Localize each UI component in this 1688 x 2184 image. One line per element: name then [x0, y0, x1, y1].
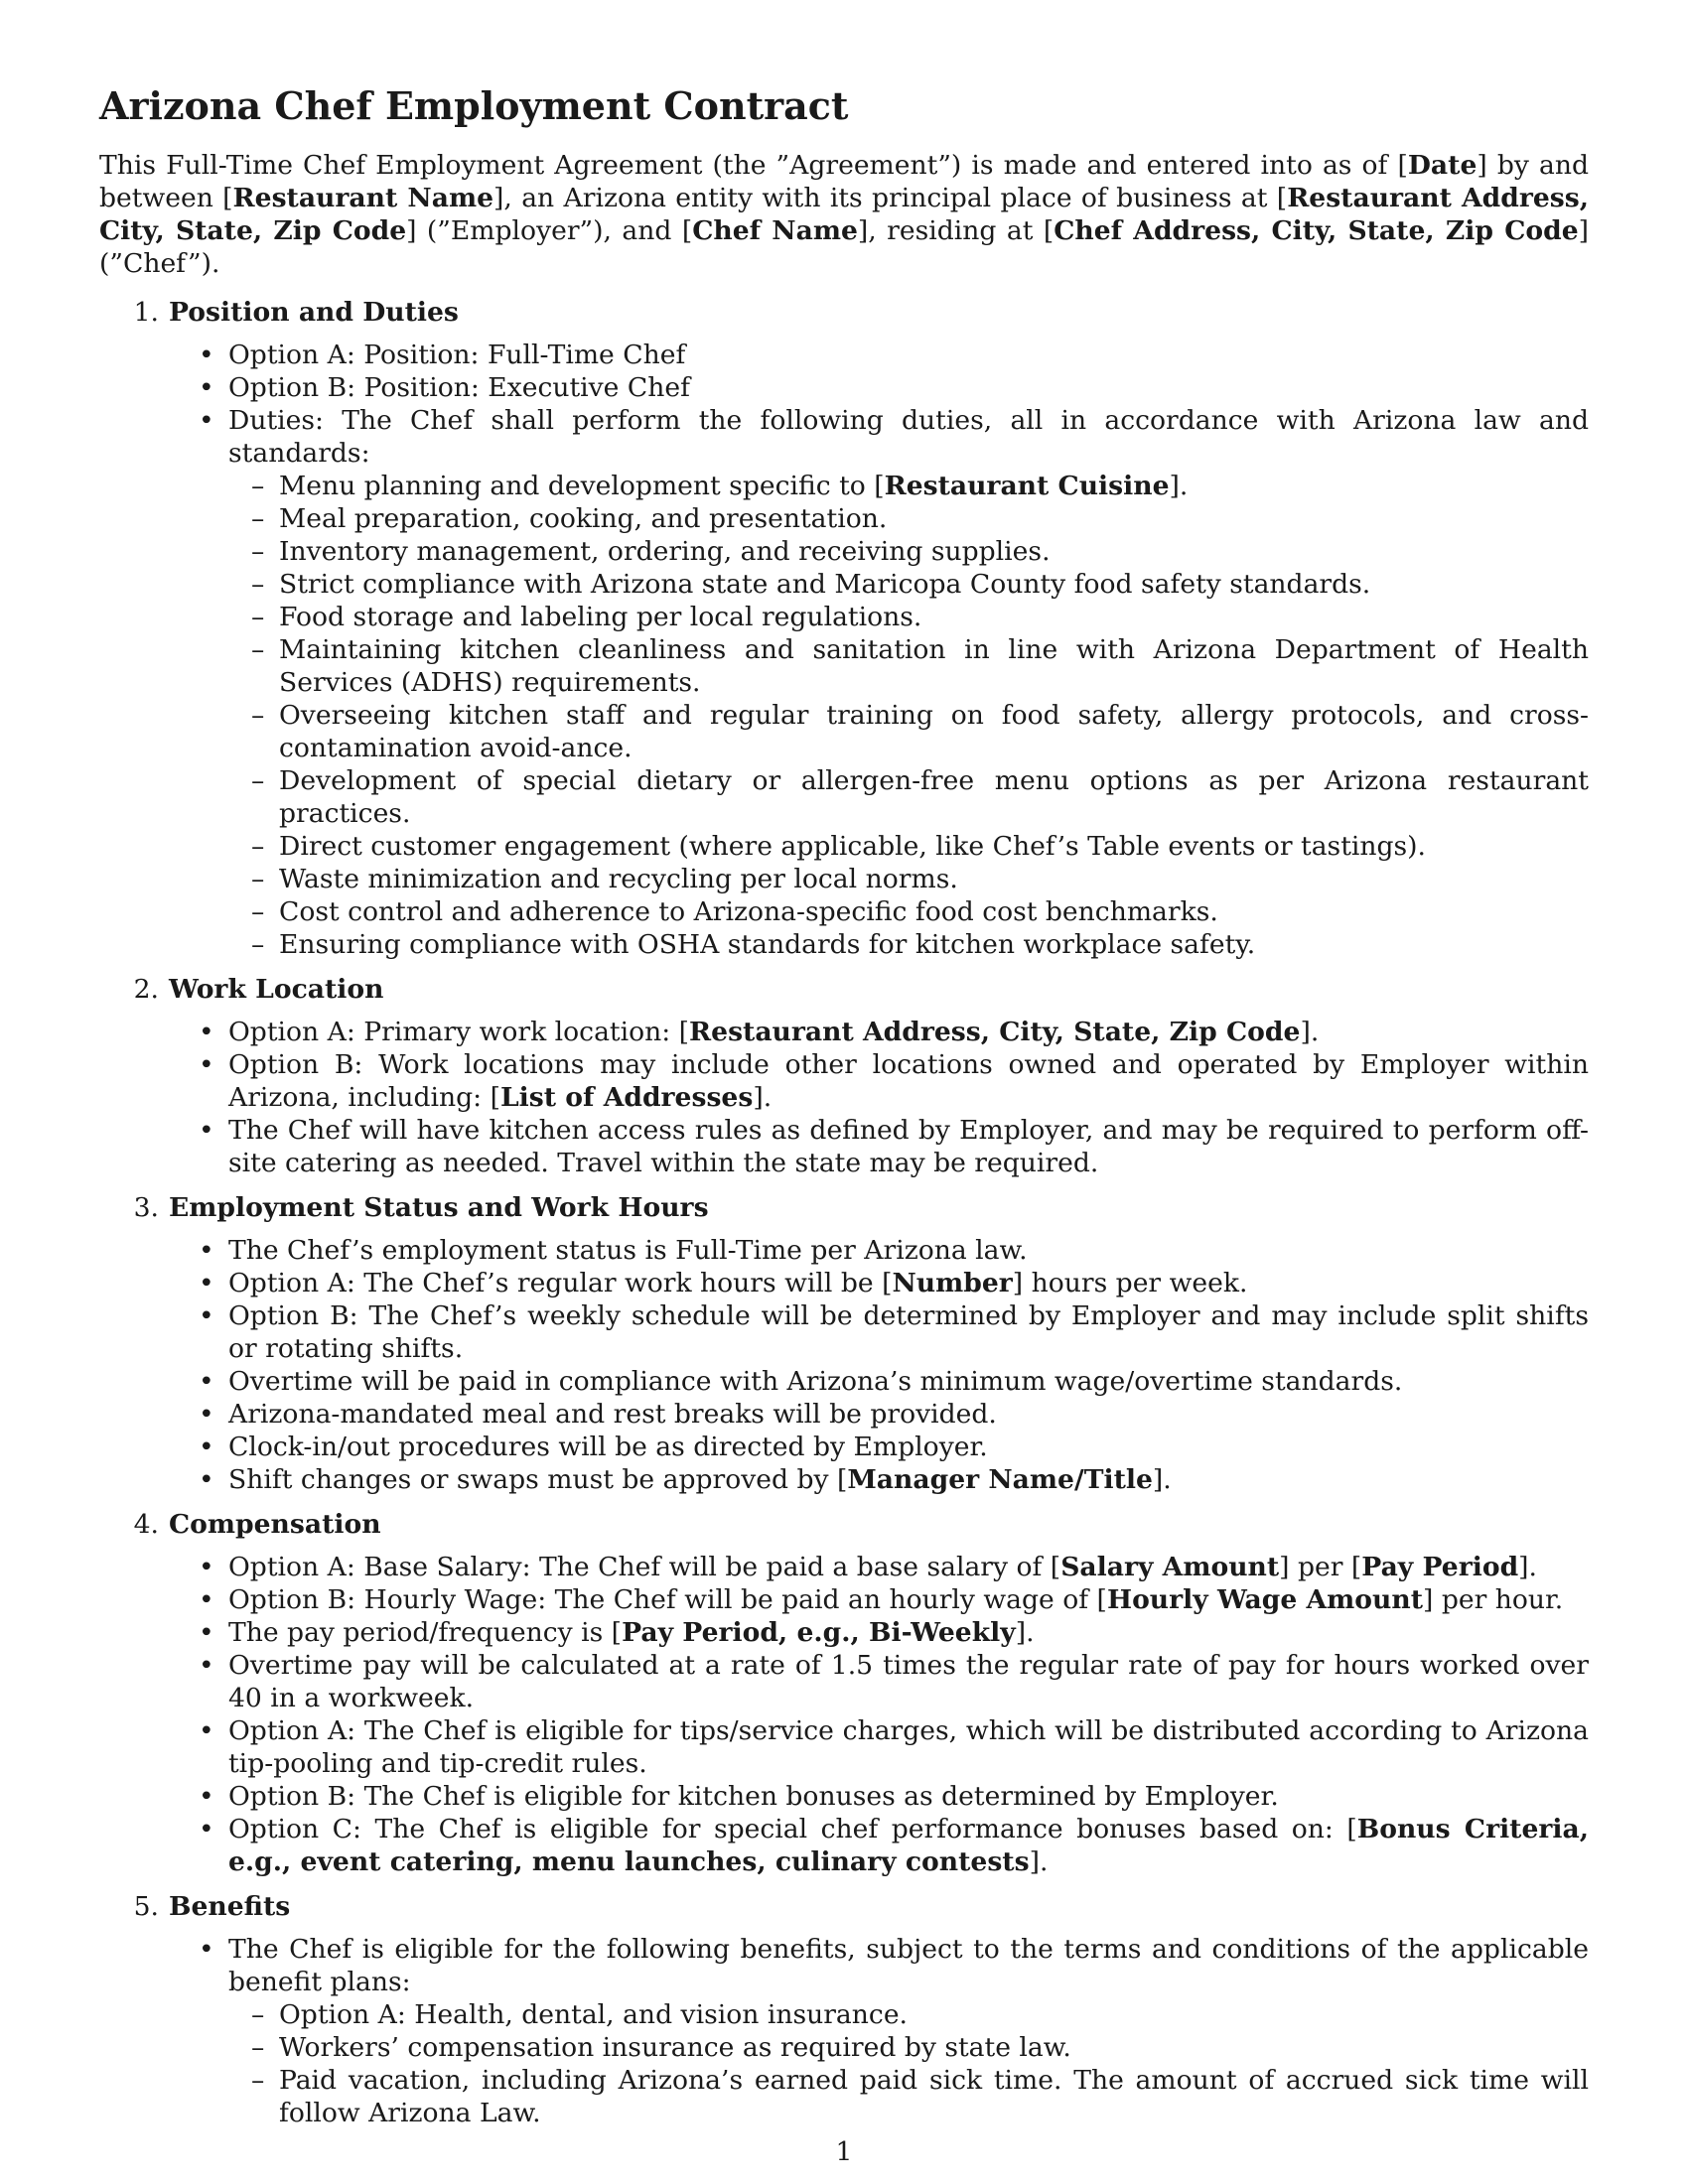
intro-paragraph [99, 149, 1589, 280]
bullet-item [228, 404, 1589, 961]
bullet-item [228, 1551, 1589, 1583]
document-title: Arizona Chef Employment Contract [99, 83, 849, 128]
text-run: Waste minimization and recycling per local norms. [279, 864, 958, 894]
placeholder-field: Pay Period, e.g., Bi-Weekly [622, 1617, 1016, 1648]
sub-item [279, 633, 1589, 699]
sub-item [279, 699, 1589, 764]
placeholder-field: Hourly Wage Amount [1106, 1584, 1423, 1615]
section-title: Work Location [169, 974, 384, 1005]
bullet-item [228, 1780, 1589, 1813]
text-run: Option A: The Chef is eligible for tips/service charges, which will be distributed according to Arizona tip-pooling and tip-credit rules. [228, 1715, 1589, 1779]
bullet-item [228, 1813, 1589, 1878]
bullet-item [228, 1398, 1589, 1431]
text-run: ]. [1029, 1846, 1049, 1877]
sub-item [279, 2064, 1589, 2129]
bullet-item [228, 1933, 1589, 2129]
section-heading [99, 1191, 1589, 1224]
section [99, 973, 1589, 1179]
bullet-item [228, 1616, 1589, 1649]
section-number: 2. [133, 974, 159, 1005]
placeholder-field: Restaurant Name [232, 183, 494, 213]
text-run: Strict compliance with Arizona state and Maricopa County food safety standards. [279, 569, 1371, 600]
text-run: Option B: The Chef is eligible for kitchen bonuses as determined by Employer. [228, 1781, 1279, 1812]
text-run: Maintaining kitchen cleanliness and sanitation in line with Arizona Department of Health Services (ADHS) requirements. [279, 634, 1589, 698]
text-run: ]. [753, 1082, 773, 1113]
text-run: Option B: The Chef’s weekly schedule will be determined by Employer and may include split shifts or rotating shifts. [228, 1300, 1589, 1364]
section-heading [99, 973, 1589, 1006]
text-run: ] per hour. [1422, 1584, 1564, 1615]
section-title: Position and Duties [169, 297, 459, 328]
bullet-item [228, 1048, 1589, 1114]
text-run: Overtime will be paid in compliance with Arizona’s minimum wage/overtime standards. [228, 1366, 1403, 1397]
bullet-list [99, 1551, 1589, 1878]
text-run: Menu planning and development specific to [ [279, 471, 885, 501]
text-run: The Chef is eligible for the following benefits, subject to the terms and conditions of the applicable benefit plans: [228, 1934, 1589, 1997]
placeholder-field: Restaurant Cuisine [884, 471, 1170, 501]
text-run: ]. [1169, 471, 1189, 501]
text-run: Option A: Primary work location: [ [228, 1017, 690, 1047]
sub-item [279, 895, 1589, 928]
sub-item [279, 830, 1589, 863]
placeholder-field: Chef Address, City, State, Zip Code [1054, 215, 1579, 246]
bullet-item [228, 1714, 1589, 1780]
bullet-item [228, 1016, 1589, 1048]
text-run: Option C: The Chef is eligible for special chef performance bonuses based on: [ [228, 1814, 1357, 1844]
text-run: ]. [1518, 1552, 1538, 1582]
sub-list [228, 1998, 1589, 2129]
placeholder-field: Salary Amount [1060, 1552, 1280, 1582]
sub-list [228, 470, 1589, 961]
bullet-item [228, 1583, 1589, 1616]
text-run: ] per [ [1279, 1552, 1362, 1582]
placeholder-field: Restaurant Address, City, State, Zip Code [99, 183, 1590, 246]
sub-item [279, 1998, 1589, 2031]
text-run: The pay period/frequency is [ [228, 1617, 623, 1648]
section-number: 3. [133, 1192, 159, 1223]
bullet-list [99, 1933, 1589, 2129]
page-number: 1 [835, 2136, 853, 2167]
sub-item [279, 601, 1589, 633]
text-run: Inventory management, ordering, and receiving supplies. [279, 536, 1051, 567]
text-run: ], residing at [ [857, 215, 1055, 246]
text-run: Overseeing kitchen staff and regular training on food safety, allergy protocols, and cross-contamination avoid-ance. [279, 700, 1589, 763]
text-run: Arizona-mandated meal and rest breaks will be provided. [228, 1399, 997, 1430]
section-number: 5. [133, 1891, 159, 1922]
sections-list [99, 296, 1589, 2129]
section-title: Benefits [169, 1891, 291, 1922]
text-run: Cost control and adherence to Arizona-specific food cost benchmarks. [279, 896, 1218, 927]
text-run: Option A: Base Salary: The Chef will be paid a base salary of [ [228, 1552, 1061, 1582]
text-run: ], an Arizona entity with its principal place of business at [ [493, 183, 1288, 213]
sub-item [279, 502, 1589, 535]
sub-item [279, 2031, 1589, 2064]
sub-item [279, 863, 1589, 895]
section-number: 1. [133, 297, 159, 328]
sub-item [279, 764, 1589, 830]
text-run: Ensuring compliance with OSHA standards for kitchen workplace safety. [279, 929, 1256, 960]
bullet-list [99, 1016, 1589, 1179]
text-run: Shift changes or swaps must be approved by [ [228, 1464, 848, 1495]
text-run: ] by and between [ [99, 150, 1589, 213]
text-run: ]. [1015, 1617, 1035, 1648]
placeholder-field: Pay Period [1361, 1552, 1519, 1582]
text-run: The Chef’s employment status is Full-Time per Arizona law. [228, 1235, 1028, 1266]
section-heading [99, 1508, 1589, 1541]
bullet-item [228, 1114, 1589, 1179]
text-run: Duties: The Chef shall perform the following duties, all in accordance with Arizona law and standards: [228, 405, 1589, 469]
section [99, 1508, 1589, 1878]
bullet-item [228, 1299, 1589, 1365]
placeholder-field: Number [892, 1268, 1013, 1298]
section-title: Employment Status and Work Hours [169, 1192, 709, 1223]
placeholder-field: List of Addresses [499, 1082, 754, 1113]
text-run: The Chef will have kitchen access rules as defined by Employer, and may be required to perform off-site catering as needed. Travel within the state may be required. [228, 1115, 1589, 1178]
text-run: Development of special dietary or allergen-free menu options as per Arizona restaurant practices. [279, 765, 1589, 829]
placeholder-field: Date [1407, 150, 1477, 181]
document-page [99, 83, 1589, 2141]
placeholder-field: Chef Name [692, 215, 858, 246]
bullet-item [228, 1234, 1589, 1267]
bullet-list [99, 1234, 1589, 1496]
section-heading [99, 296, 1589, 329]
text-run: Option B: Work locations may include other locations owned and operated by Employer within Arizona, including: [ [228, 1049, 1589, 1113]
bullet-item [228, 1365, 1589, 1398]
section [99, 1890, 1589, 2129]
text-run: ] (”Chef”). [99, 215, 1590, 279]
placeholder-field: Restaurant Address, City, State, Zip Code [689, 1017, 1301, 1047]
section [99, 296, 1589, 961]
bullet-item [228, 1267, 1589, 1299]
text-run: Direct customer engagement (where applicable, like Chef’s Table events or tastings). [279, 831, 1427, 862]
section-number: 4. [133, 1509, 159, 1540]
sub-item [279, 470, 1589, 502]
text-run: ] (”Employer”), and [ [406, 215, 693, 246]
section-title: Compensation [169, 1509, 381, 1540]
text-run: This Full-Time Chef Employment Agreement (the ”Agreement”) is made and entered into as of [ [99, 150, 1408, 181]
section [99, 1191, 1589, 1496]
text-run: Clock-in/out procedures will be as directed by Employer. [228, 1432, 988, 1462]
section-heading [99, 1890, 1589, 1923]
text-run: Meal preparation, cooking, and presentation. [279, 503, 888, 534]
bullet-item [228, 1463, 1589, 1496]
sub-item [279, 928, 1589, 961]
text-run: Overtime pay will be calculated at a rate of 1.5 times the regular rate of pay for hours worked over 40 in a workweek. [228, 1650, 1589, 1713]
text-run: ]. [1152, 1464, 1172, 1495]
sub-item [279, 568, 1589, 601]
placeholder-field: Manager Name/Title [847, 1464, 1153, 1495]
bullet-list [99, 339, 1589, 961]
bullet-item [228, 1431, 1589, 1463]
text-run: Option B: Hourly Wage: The Chef will be paid an hourly wage of [ [228, 1584, 1107, 1615]
text-run: Workers’ compensation insurance as required by state law. [279, 2032, 1071, 2063]
bullet-item [228, 339, 1589, 371]
text-run: Option B: Position: Executive Chef [228, 372, 690, 403]
text-run: Food storage and labeling per local regulations. [279, 602, 922, 632]
text-run: Option A: Position: Full-Time Chef [228, 340, 686, 370]
placeholder-field: Bonus Criteria, e.g., event catering, menu launches, culinary contests [228, 1814, 1589, 1877]
text-run: Option A: The Chef’s regular work hours will be [ [228, 1268, 893, 1298]
text-run: ]. [1300, 1017, 1320, 1047]
bullet-item [228, 1649, 1589, 1714]
sub-item [279, 535, 1589, 568]
bullet-item [228, 371, 1589, 404]
text-run: Paid vacation, including Arizona’s earned paid sick time. The amount of accrued sick time will follow Arizona Law. [279, 2065, 1589, 2128]
text-run: ] hours per week. [1012, 1268, 1248, 1298]
text-run: Option A: Health, dental, and vision insurance. [279, 1999, 909, 2030]
